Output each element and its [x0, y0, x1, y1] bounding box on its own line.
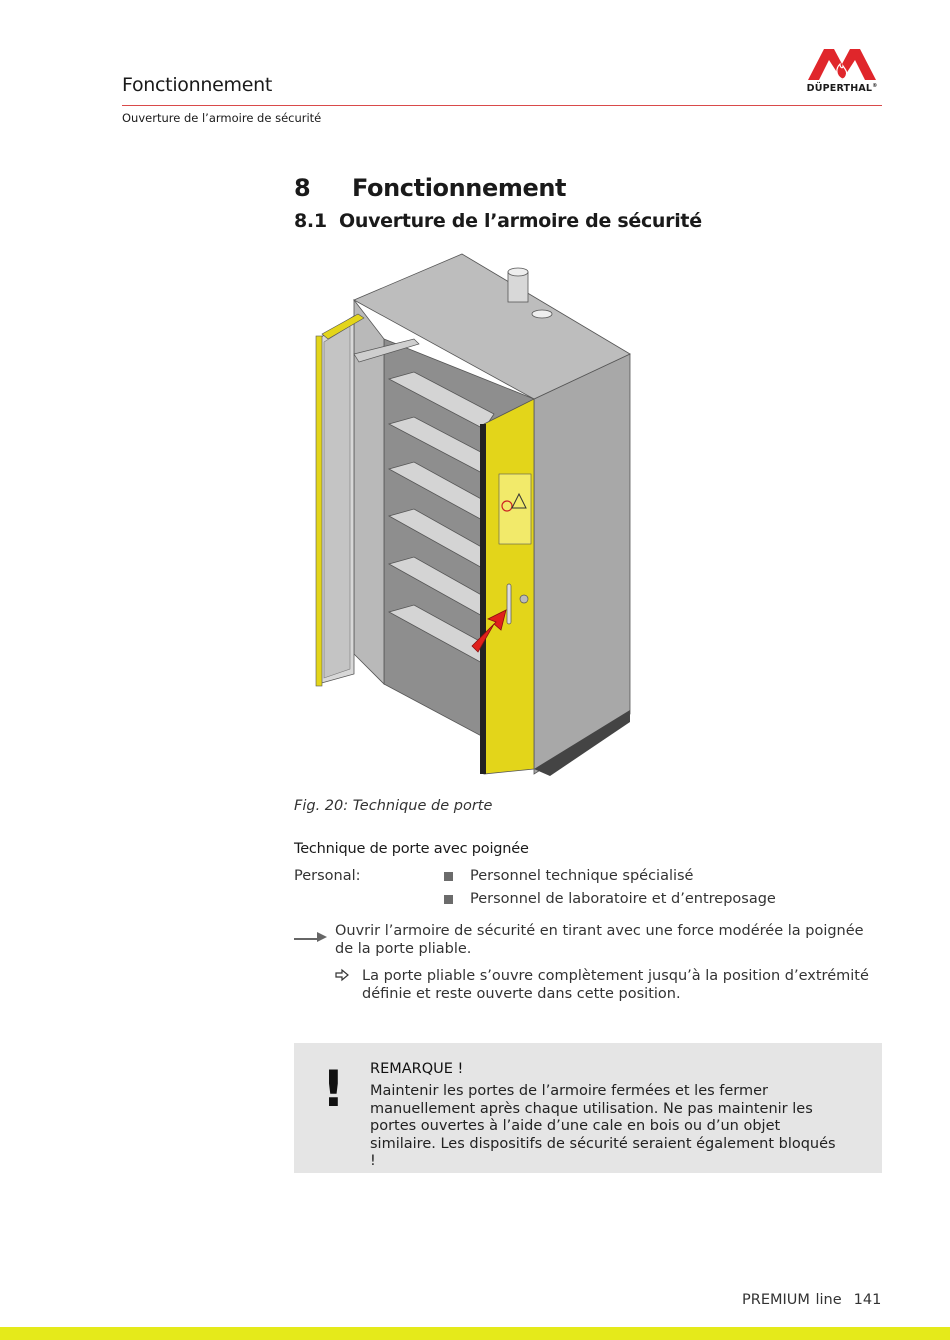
section-number: 8: [294, 174, 311, 202]
brand-color-band: [0, 1327, 950, 1340]
subsection-title: Ouverture de l’armoire de sécurité: [339, 210, 702, 232]
instruction-step: Ouvrir l’armoire de sécurité en tirant avec une force modérée la poignée de la porte pliable.: [335, 923, 864, 957]
notice-body: Maintenir les portes de l’armoire fermées et les fermer manuellement après chaque utilisation. Ne pas maintenir les portes ouvertes à l’aide d’une cale en bois ou d’un objet similaire. Les dispositifs de sécurité seraient également bloqués !: [370, 1083, 836, 1169]
product-name: PREMIUM line: [742, 1292, 842, 1308]
header-rule: [122, 105, 882, 106]
instruction-result: La porte pliable s’ouvre complètement jusqu’à la position d’extrémité définie et reste ouverte dans cette position.: [362, 968, 869, 1002]
personal-label: Personal:: [294, 868, 361, 884]
dupertal-logo: [802, 46, 882, 98]
safety-cabinet-illustration: [294, 244, 674, 789]
running-header-subtitle: Ouverture de l’armoire de sécurité: [122, 111, 322, 125]
flame-logo-icon: [802, 46, 882, 84]
personal-item-text: Personnel technique spécialisé: [470, 868, 694, 884]
notice-box: [294, 1043, 882, 1173]
section-heading: [294, 174, 566, 202]
subsection-number: 8.1: [294, 210, 327, 232]
logo-wordmark: DÜPERTHAL®: [806, 83, 878, 95]
square-bullet-icon: [444, 872, 453, 881]
notice-title: REMARQUE !: [370, 1061, 464, 1077]
procedure-subheading: Technique de porte avec poignée: [294, 841, 529, 857]
personal-item-text: Personnel de laboratoire et d’entreposage: [470, 891, 776, 907]
page-footer: [742, 1292, 881, 1308]
square-bullet-icon: [444, 895, 453, 904]
page-number: 141: [853, 1292, 882, 1308]
result-arrow-icon: [335, 968, 349, 982]
step-arrow-icon: [294, 928, 328, 942]
figure-caption: Fig. 20: Technique de porte: [294, 798, 493, 814]
running-header-title: Fonctionnement: [122, 74, 272, 96]
exclamation-icon: !: [322, 1060, 345, 1118]
section-title: Fonctionnement: [352, 174, 567, 202]
subsection-heading: [294, 210, 702, 232]
